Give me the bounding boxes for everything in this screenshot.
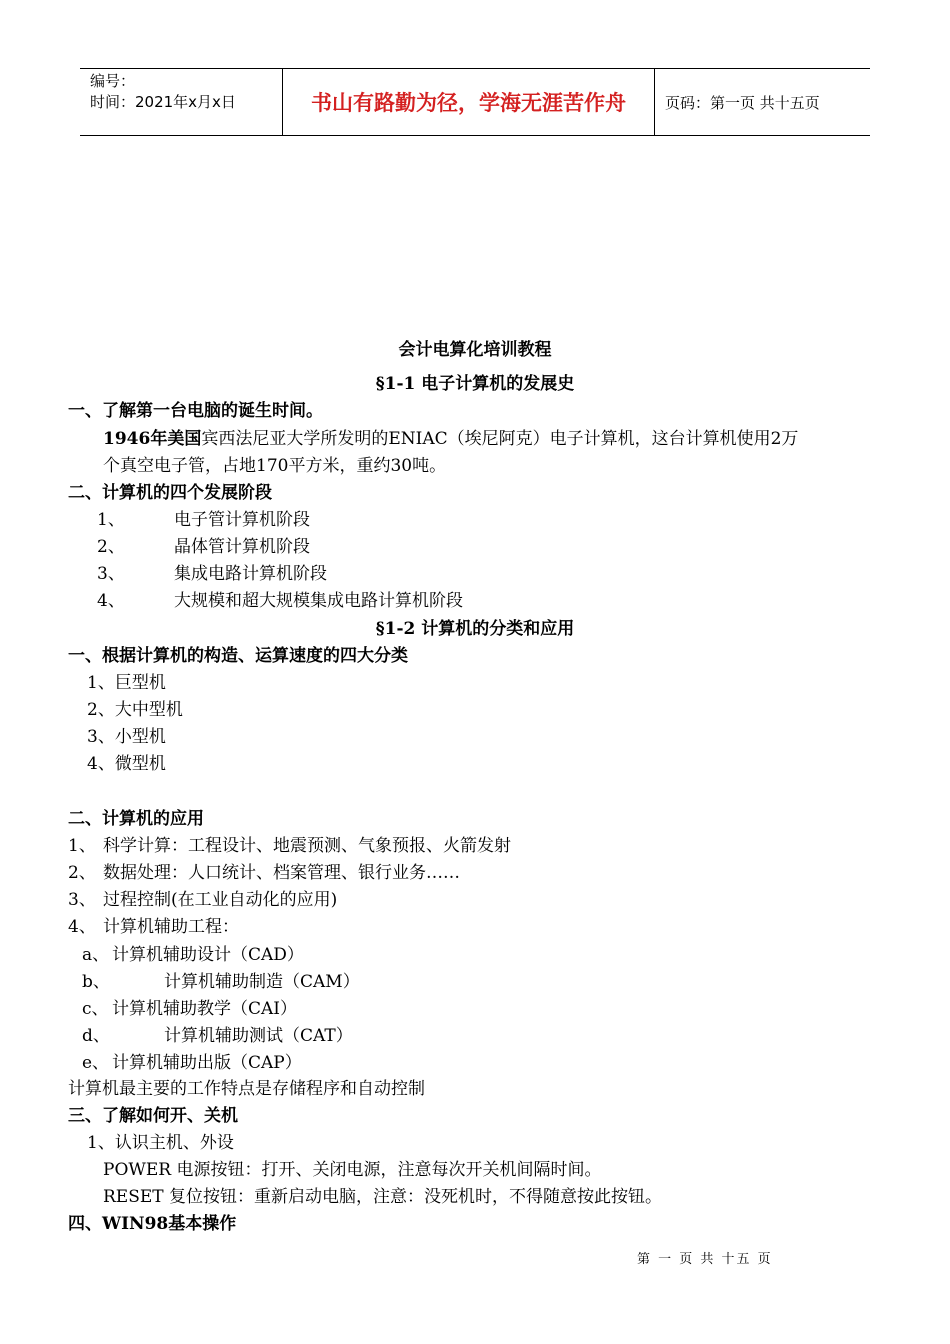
aux-text: 计算机辅助测试（CAT） (164, 1026, 353, 1046)
s3-heading: 三、了解如何开、关机 (68, 1106, 238, 1126)
app-num: 1、 (68, 836, 96, 856)
app-num: 4、 (68, 917, 96, 937)
reset-line: RESET 复位按钮：重新启动电脑，注意：没死机时，不得随意按此按钮。 (103, 1187, 663, 1207)
s1-part1-heading: 一、了解第一台电脑的诞生时间。 (68, 401, 323, 421)
header-page: 页码：第一页 共十五页 (665, 93, 820, 112)
aux-num: d、 (82, 1026, 110, 1046)
header-number: 编号： (90, 72, 136, 90)
header-motto: 书山有路勤为径，学海无涯苦作舟 (282, 69, 655, 135)
aux-text: 计算机辅助制造（CAM） (164, 972, 360, 992)
s3-item1: 1、认识主机、外设 (87, 1133, 234, 1153)
stage-num: 4、 (97, 591, 125, 611)
stage-text: 大规模和超大规模集成电路计算机阶段 (174, 591, 463, 611)
app-num: 2、 (68, 863, 96, 883)
s1-part1-paragraph-line1: 1946年美国宾西法尼亚大学所发明的ENIAC（埃尼阿克）电子计算机，这台计算机使用2万 (103, 429, 799, 449)
section-2-heading: §1-2 计算机的分类和应用 (375, 619, 575, 639)
class-item: 2、大中型机 (87, 700, 183, 720)
app-text: 数据处理：人口统计、档案管理、银行业务…… (103, 863, 460, 883)
stage-text: 集成电路计算机阶段 (174, 564, 327, 584)
header-time: 时间：2021年x月x日 (90, 93, 236, 111)
app-num: 3、 (68, 890, 96, 910)
aux-text: 计算机辅助出版（CAP） (112, 1053, 302, 1073)
class-item: 3、小型机 (87, 727, 166, 747)
power-line: POWER 电源按钮：打开、关闭电源，注意每次开关机间隔时间。 (103, 1160, 602, 1180)
header-meta (80, 69, 282, 135)
aux-text: 计算机辅助教学（CAI） (112, 999, 297, 1019)
s1-part1-bold: 1946年美国 (103, 429, 202, 449)
stage-num: 3、 (97, 564, 125, 584)
s2-part2-heading: 二、计算机的应用 (68, 809, 204, 829)
stage-num: 2、 (97, 537, 125, 557)
app-text: 计算机辅助工程： (103, 917, 239, 937)
aux-num: e、 (82, 1053, 110, 1073)
class-item: 4、微型机 (87, 754, 166, 774)
aux-num: a、 (82, 945, 110, 965)
stage-num: 1、 (97, 510, 125, 530)
class-item: 1、巨型机 (87, 673, 166, 693)
doc-title: 会计电算化培训教程 (398, 340, 552, 360)
aux-text: 计算机辅助设计（CAD） (112, 945, 304, 965)
section-1-heading: §1-1 电子计算机的发展史 (375, 374, 575, 394)
stage-text: 电子管计算机阶段 (174, 510, 310, 530)
stage-text: 晶体管计算机阶段 (174, 537, 310, 557)
document-header (80, 68, 870, 136)
s1-part1-paragraph-line2: 个真空电子管，占地170平方米，重约30吨。 (103, 456, 447, 476)
s1-part2-heading: 二、计算机的四个发展阶段 (68, 483, 272, 503)
s4-heading: 四、WIN98基本操作 (68, 1214, 237, 1234)
aux-num: c、 (82, 999, 109, 1019)
aux-num: b、 (82, 972, 110, 992)
s2-part1-heading: 一、根据计算机的构造、运算速度的四大分类 (68, 646, 408, 666)
app-text: 科学计算：工程设计、地震预测、气象预报、火箭发射 (103, 836, 511, 856)
footer-page-number: 第 一 页 共 十五 页 (637, 1252, 773, 1267)
feature-sentence: 计算机最主要的工作特点是存储程序和自动控制 (68, 1079, 425, 1099)
app-text: 过程控制(在工业自动化的应用) (103, 890, 338, 910)
